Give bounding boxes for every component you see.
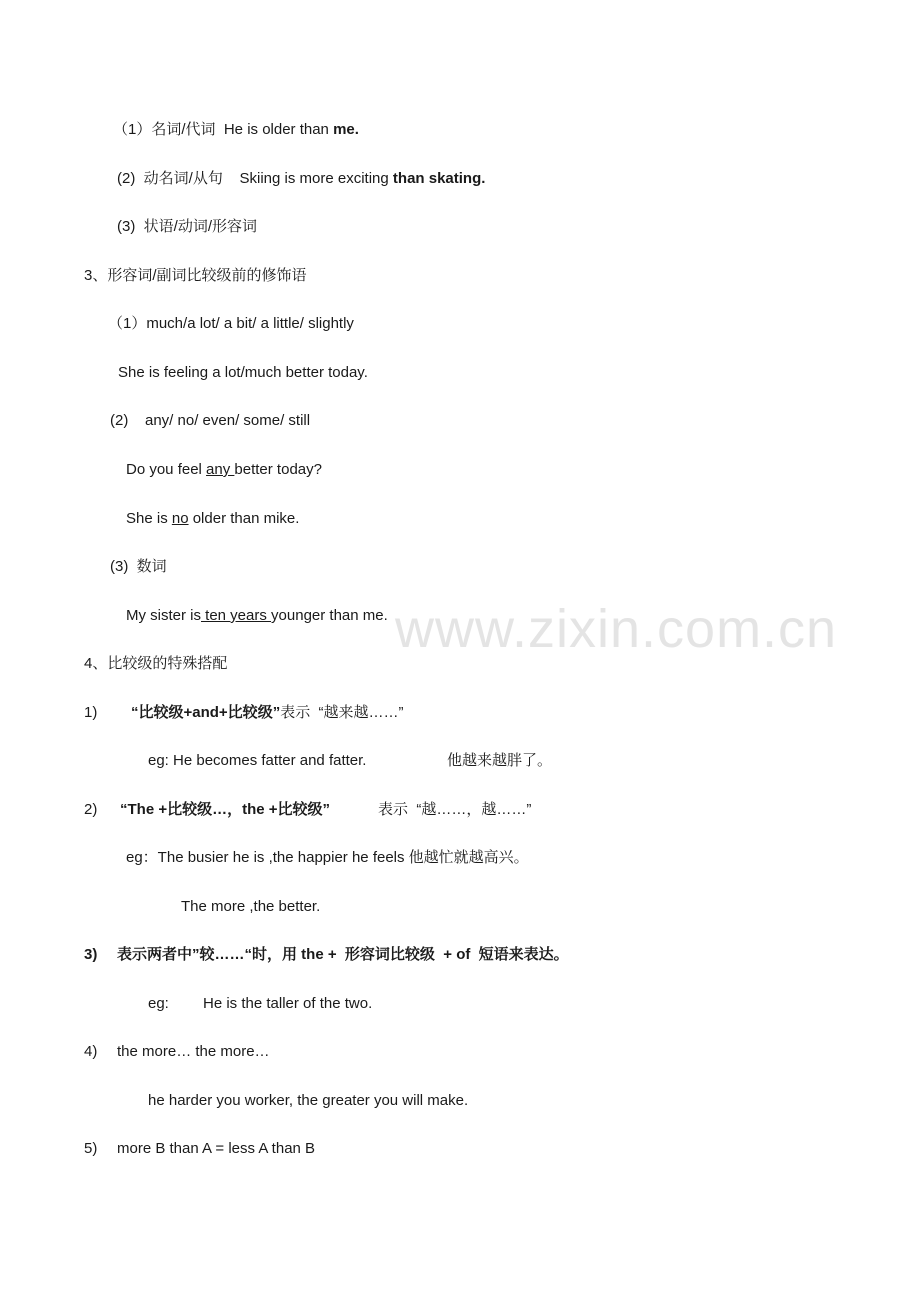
item-1-text: “比较级+and+比较级”表示 “越来越……” bbox=[131, 704, 404, 721]
item-2-number: 2) bbox=[84, 801, 98, 818]
item-3-example: He is the taller of the two. bbox=[203, 995, 373, 1012]
item-2-example: eg：The busier he is ,the happier he feels 他越忙就越高兴。 bbox=[126, 849, 529, 866]
item-3-number: 3) bbox=[84, 946, 98, 963]
heading-section-3: 3、形容词/副词比较级前的修饰语 bbox=[84, 267, 307, 284]
item-3-text: 表示两者中”较……“时，用 the + 形容词比较级 + of 短语来表达。 bbox=[117, 946, 569, 963]
modifier-2-example-2: She is no older than mike. bbox=[126, 510, 300, 527]
line-1-noun-pronoun: （1）名词/代词 He is older than me. bbox=[113, 121, 359, 138]
item-2-meaning: 表示 “越……，越……” bbox=[378, 801, 532, 818]
item-1-translation: 他越来越胖了。 bbox=[447, 752, 553, 769]
line-3-adverbial: (3) 状语/动词/形容词 bbox=[117, 218, 258, 235]
modifier-2-example-1: Do you feel any better today? bbox=[126, 461, 322, 478]
watermark: www.zixin.com.cn bbox=[395, 599, 838, 659]
modifier-1-example: She is feeling a lot/much better today. bbox=[118, 364, 368, 381]
item-3-example-label: eg: bbox=[148, 995, 169, 1012]
item-1-number: 1) bbox=[84, 704, 98, 721]
modifier-2: (2) any/ no/ even/ some/ still bbox=[110, 412, 311, 429]
item-5-text: more B than A = less A than B bbox=[117, 1140, 316, 1157]
modifier-3-example: My sister is ten years younger than me. bbox=[126, 607, 388, 624]
item-1-example: eg: He becomes fatter and fatter. bbox=[148, 752, 367, 769]
modifier-3: (3) 数词 bbox=[110, 558, 167, 575]
item-2-pattern: “The +比较级…，the +比较级” bbox=[120, 801, 331, 818]
item-4-number: 4) bbox=[84, 1043, 98, 1060]
heading-section-4: 4、比较级的特殊搭配 bbox=[84, 655, 228, 672]
item-5-number: 5) bbox=[84, 1140, 98, 1157]
item-4-example: he harder you worker, the greater you will make. bbox=[148, 1092, 469, 1109]
item-4-text: the more… the more… bbox=[117, 1043, 270, 1060]
item-2-example-2: The more ,the better. bbox=[181, 898, 321, 915]
modifier-1: （1）much/a lot/ a bit/ a little/ slightly bbox=[108, 315, 354, 332]
line-2-gerund-clause: (2) 动名词/从句 Skiing is more exciting than skating. bbox=[117, 170, 486, 187]
